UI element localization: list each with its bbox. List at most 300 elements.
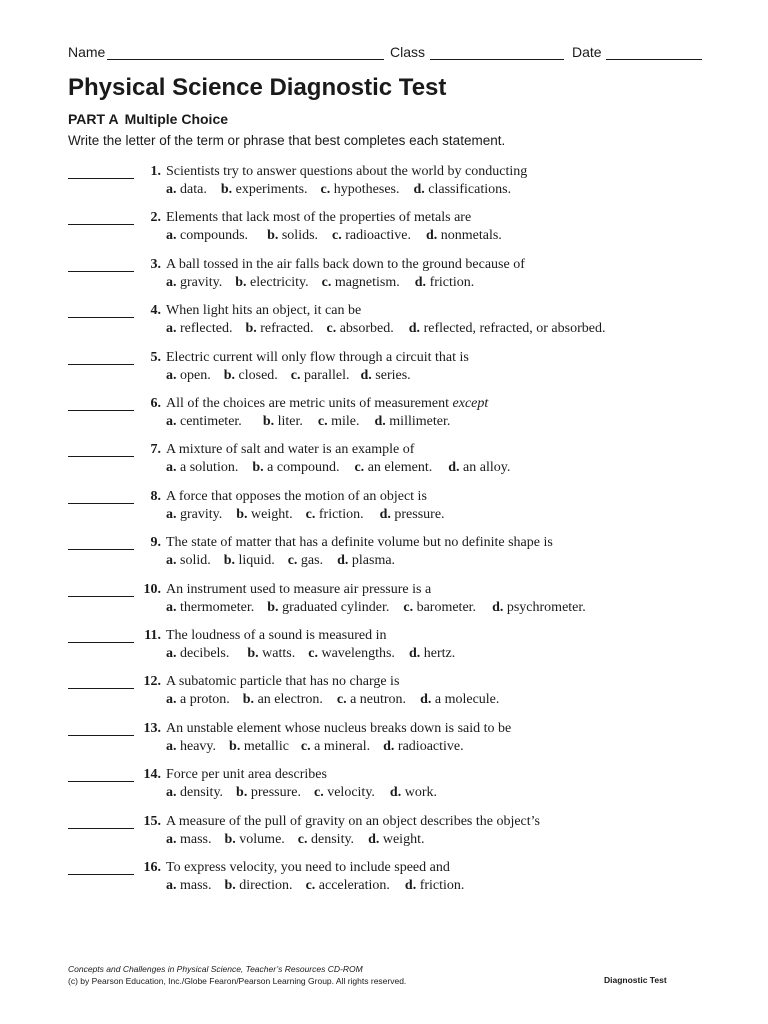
choice-text: a neutron. (350, 692, 407, 707)
choice-letter: a. (166, 460, 177, 475)
choice-text: open. (180, 368, 211, 383)
choice-letter: c. (305, 878, 316, 893)
answer-choice (166, 182, 207, 198)
choice-letter: c. (326, 321, 337, 336)
answer-choice (368, 832, 424, 848)
answer-choices (166, 228, 515, 244)
choice-text: volume. (239, 832, 285, 847)
answer-choice (380, 507, 445, 523)
choice-text: experiments. (235, 182, 308, 197)
answer-choice (229, 739, 289, 755)
question-text: A mixture of salt and water is an example of (166, 442, 415, 457)
choice-letter: a. (166, 321, 177, 336)
question-item (68, 303, 708, 339)
answer-choice (166, 600, 254, 616)
choice-text: closed. (238, 368, 278, 383)
question-item (68, 257, 708, 293)
choice-text: wavelengths. (321, 646, 395, 661)
choice-text: absorbed. (339, 321, 394, 336)
question-stem (166, 489, 427, 505)
choice-letter: a. (166, 228, 177, 243)
footer-doc-title: Diagnostic Test (604, 975, 667, 985)
choice-letter: c. (287, 553, 298, 568)
question-text: To express velocity, you need to include speed and (166, 860, 450, 875)
answer-blank[interactable] (68, 596, 134, 597)
choice-letter: c. (290, 368, 301, 383)
answer-blank[interactable] (68, 410, 134, 411)
choice-text: a solution. (180, 460, 239, 475)
question-text: Electric current will only flow through a circuit that is (166, 350, 469, 365)
answer-choice (236, 507, 292, 523)
choice-letter: b. (242, 692, 255, 707)
choice-letter: b. (247, 646, 259, 661)
question-emphasis: except (452, 396, 489, 411)
choice-letter: c. (305, 507, 316, 522)
choice-letter: c. (320, 182, 331, 197)
answer-blank[interactable] (68, 224, 134, 225)
answer-choice (225, 832, 285, 848)
choice-text: reflected, refracted, or absorbed. (423, 321, 606, 336)
answer-choice (298, 832, 354, 848)
choice-letter: d. (408, 646, 421, 661)
answer-choices (166, 368, 424, 384)
answer-choice (354, 460, 432, 476)
question-text: A ball tossed in the air falls back down to the ground because of (166, 257, 525, 272)
answer-choice (166, 832, 212, 848)
choice-letter: c. (300, 739, 311, 754)
answer-choice (318, 414, 360, 430)
question-number: 6. (150, 396, 161, 411)
section-heading (68, 111, 228, 127)
answer-choice (245, 321, 313, 337)
answer-choices (166, 739, 477, 755)
choice-letter: a. (166, 832, 177, 847)
answer-choice (166, 321, 232, 337)
answer-choice (224, 553, 275, 569)
answer-blank[interactable] (68, 781, 134, 782)
answer-choices (166, 507, 458, 523)
choice-text: a molecule. (434, 692, 500, 707)
choice-text: density. (311, 832, 355, 847)
choice-letter: d. (374, 414, 386, 429)
question-item (68, 628, 708, 664)
answer-choice (166, 368, 211, 384)
choice-text: work. (404, 785, 437, 800)
question-number: 3. (150, 257, 161, 272)
answer-blank[interactable] (68, 456, 134, 457)
choice-letter: d. (425, 228, 438, 243)
choice-letter: c. (332, 228, 342, 243)
question-item (68, 860, 708, 896)
choice-letter: b. (223, 553, 236, 568)
answer-choice (291, 368, 350, 384)
choice-letter: b. (245, 321, 257, 336)
question-item (68, 350, 708, 386)
answer-choice (247, 646, 295, 662)
question-stem (166, 674, 399, 690)
question-number: 8. (150, 489, 161, 504)
answer-choices (166, 275, 487, 291)
answer-choice (267, 600, 389, 616)
choice-letter: d. (420, 692, 432, 707)
answer-choice (492, 600, 586, 616)
choice-text: hertz. (423, 646, 456, 661)
answer-blank[interactable] (68, 364, 134, 365)
choice-letter: c. (308, 646, 318, 661)
choice-letter: a. (166, 692, 177, 707)
choice-text: pressure. (250, 785, 301, 800)
choice-letter: a. (166, 785, 177, 800)
question-number: 1. (150, 164, 161, 179)
answer-choice (409, 321, 606, 337)
answer-choice (448, 460, 510, 476)
answer-choice (288, 553, 323, 569)
choice-text: watts. (262, 646, 296, 661)
question-stem (166, 396, 488, 412)
answer-choices (166, 553, 408, 569)
answer-choice (166, 878, 212, 894)
choice-letter: b. (229, 739, 241, 754)
question-text: An instrument used to measure air pressure is a (166, 582, 432, 597)
choice-letter: d. (389, 785, 402, 800)
choice-text: density. (180, 785, 224, 800)
choice-text: weight. (382, 832, 425, 847)
answer-choice (413, 182, 511, 198)
choice-letter: d. (383, 739, 395, 754)
choice-letter: b. (252, 460, 264, 475)
answer-choice (166, 785, 223, 801)
choice-text: an element. (367, 460, 433, 475)
question-number: 14. (143, 767, 161, 782)
answer-choice (306, 878, 390, 894)
question-stem (166, 628, 386, 644)
question-stem (166, 257, 525, 273)
choice-text: liter. (277, 414, 303, 429)
answer-choice (426, 228, 502, 244)
choice-text: gravity. (180, 275, 223, 290)
answer-blank[interactable] (68, 688, 134, 689)
choice-letter: c. (321, 275, 332, 290)
question-item (68, 767, 708, 803)
answer-choice (360, 368, 410, 384)
question-number: 4. (150, 303, 161, 318)
question-number: 16. (143, 860, 161, 875)
choice-letter: d. (492, 600, 504, 615)
answer-choice (224, 368, 278, 384)
date-blank[interactable] (606, 59, 702, 60)
choice-text: data. (180, 182, 207, 197)
choice-letter: c. (314, 785, 324, 800)
choice-letter: b. (267, 228, 279, 243)
answer-choice (337, 553, 395, 569)
choice-text: solids. (281, 228, 319, 243)
answer-choice (267, 228, 318, 244)
choice-text: an electron. (257, 692, 323, 707)
choice-text: barometer. (416, 600, 477, 615)
answer-choice (221, 182, 308, 198)
choice-text: direction. (239, 878, 293, 893)
answer-choices (166, 692, 512, 708)
class-blank[interactable] (430, 59, 564, 60)
choice-text: centimeter. (180, 414, 242, 429)
question-text: Elements that lack most of the properties of metals are (166, 210, 472, 225)
answer-choice (409, 646, 455, 662)
class-label: Class (390, 44, 426, 60)
question-text: All of the choices are metric units of measurement (166, 396, 450, 411)
question-number: 7. (150, 442, 161, 457)
answer-choices (166, 321, 618, 337)
question-number: 5. (150, 350, 161, 365)
question-stem (166, 582, 431, 598)
choice-text: friction. (429, 275, 475, 290)
answer-choice (166, 507, 222, 523)
answer-choices (166, 832, 437, 848)
choice-text: gas. (300, 553, 324, 568)
answer-choice (166, 275, 222, 291)
answer-blank[interactable] (68, 317, 134, 318)
answer-choice (390, 785, 437, 801)
choice-letter: b. (220, 182, 233, 197)
choice-letter: a. (166, 275, 177, 290)
question-stem (166, 210, 471, 226)
answer-choice (301, 739, 370, 755)
question-number: 10. (143, 582, 161, 597)
question-item (68, 674, 708, 710)
answer-choices (166, 646, 468, 662)
answer-choice (375, 414, 451, 430)
answer-choices (166, 878, 477, 894)
choice-text: compounds. (180, 228, 249, 243)
question-number: 15. (143, 814, 161, 829)
answer-choice (405, 878, 465, 894)
choice-text: mile. (331, 414, 360, 429)
choice-text: hypotheses. (333, 182, 400, 197)
choice-text: mass. (180, 832, 212, 847)
choice-text: radioactive. (397, 739, 464, 754)
answer-choice (166, 228, 248, 244)
choice-letter: a. (166, 414, 177, 429)
question-item (68, 210, 708, 246)
question-text: A subatomic particle that has no charge is (166, 674, 400, 689)
choice-text: parallel. (304, 368, 350, 383)
student-info-header (68, 44, 702, 62)
answer-choice (383, 739, 463, 755)
choice-letter: b. (223, 368, 236, 383)
answer-blank[interactable] (68, 271, 134, 272)
choice-letter: a. (166, 646, 177, 661)
choice-letter: b. (224, 878, 236, 893)
choice-text: solid. (180, 553, 211, 568)
instructions: Write the letter of the term or phrase that best completes each statement. (68, 133, 506, 148)
choice-text: nonmetals. (440, 228, 502, 243)
choice-letter: b. (262, 414, 275, 429)
answer-choice (322, 275, 400, 291)
answer-choice (263, 414, 303, 430)
question-stem (166, 303, 361, 319)
choice-letter: d. (368, 832, 380, 847)
answer-choices (166, 600, 599, 616)
answer-choice (235, 275, 308, 291)
answer-blank[interactable] (68, 549, 134, 550)
question-stem (166, 721, 511, 737)
choice-text: velocity. (327, 785, 375, 800)
question-stem (166, 442, 414, 458)
choice-text: plasma. (351, 553, 396, 568)
choice-text: series. (375, 368, 411, 383)
choice-text: mass. (180, 878, 212, 893)
question-item (68, 489, 708, 525)
answer-choice (166, 460, 238, 476)
page-title: Physical Science Diagnostic Test (68, 74, 447, 101)
question-item (68, 396, 708, 432)
question-text: The loudness of a sound is measured in (166, 628, 387, 643)
date-label: Date (572, 44, 602, 60)
choice-letter: a. (166, 553, 177, 568)
choice-text: an alloy. (463, 460, 511, 475)
choice-text: acceleration. (318, 878, 390, 893)
choice-letter: a. (166, 739, 177, 754)
answer-blank[interactable] (68, 828, 134, 829)
footer-credits (68, 963, 406, 987)
choice-letter: c. (336, 692, 347, 707)
answer-choice (337, 692, 406, 708)
question-text: A measure of the pull of gravity on an object describes the object’s (166, 814, 541, 829)
choice-text: liquid. (238, 553, 275, 568)
footer-copyright: (c) by Pearson Education, Inc./Globe Fearon/Pearson Learning Group. All rights reserved. (68, 976, 407, 986)
choice-letter: c. (354, 460, 365, 475)
answer-choice (166, 414, 242, 430)
question-number: 12. (143, 674, 161, 689)
choice-letter: a. (166, 182, 177, 197)
answer-blank[interactable] (68, 178, 134, 179)
answer-choices (166, 460, 523, 476)
choice-text: pressure. (394, 507, 445, 522)
choice-text: graduated cylinder. (282, 600, 390, 615)
question-number: 9. (150, 535, 161, 550)
choice-letter: a. (166, 507, 177, 522)
answer-blank[interactable] (68, 642, 134, 643)
answer-choice (308, 646, 395, 662)
answer-choices (166, 182, 524, 198)
answer-choice (327, 321, 394, 337)
answer-choice (236, 785, 301, 801)
question-text: A force that opposes the motion of an object is (166, 489, 427, 504)
choice-letter: c. (403, 600, 414, 615)
choice-text: a compound. (267, 460, 340, 475)
choice-text: psychrometer. (506, 600, 586, 615)
question-text: When light hits an object, it can be (166, 303, 362, 318)
answer-choices (166, 785, 450, 801)
question-number: 13. (143, 721, 161, 736)
answer-choice (321, 182, 400, 198)
choice-text: gravity. (180, 507, 223, 522)
choice-letter: d. (414, 275, 427, 290)
choice-letter: d. (448, 460, 460, 475)
answer-choice (166, 739, 216, 755)
choice-letter: d. (413, 182, 425, 197)
answer-choice (166, 692, 230, 708)
choice-text: radioactive. (345, 228, 411, 243)
question-stem (166, 350, 469, 366)
choice-letter: b. (235, 275, 247, 290)
choice-text: refracted. (260, 321, 314, 336)
answer-choice (243, 692, 323, 708)
choice-letter: c. (297, 832, 308, 847)
name-label: Name (68, 44, 106, 60)
choice-letter: a. (166, 600, 177, 615)
answer-choice (415, 275, 475, 291)
choice-text: magnetism. (334, 275, 400, 290)
answer-choice (166, 553, 211, 569)
answer-choices (166, 414, 463, 430)
answer-choice (314, 785, 375, 801)
choice-letter: d. (404, 878, 417, 893)
question-stem (166, 164, 527, 180)
choice-text: friction. (318, 507, 364, 522)
choice-text: friction. (419, 878, 465, 893)
choice-text: a proton. (180, 692, 230, 707)
choice-letter: b. (236, 507, 248, 522)
choice-letter: b. (236, 785, 248, 800)
question-stem (166, 814, 540, 830)
question-item (68, 721, 708, 757)
choice-letter: c. (317, 414, 328, 429)
choice-text: decibels. (180, 646, 230, 661)
answer-blank[interactable] (68, 735, 134, 736)
choice-text: thermometer. (180, 600, 255, 615)
choice-text: electricity. (250, 275, 309, 290)
choice-text: reflected. (180, 321, 233, 336)
answer-choice (166, 646, 229, 662)
question-item (68, 164, 708, 200)
question-item (68, 582, 708, 618)
question-stem (166, 860, 450, 876)
question-number: 11. (144, 628, 161, 643)
answer-choice (225, 878, 293, 894)
section-label: PART A (68, 111, 119, 127)
question-text: The state of matter that has a definite volume but no definite shape is (166, 535, 553, 550)
choice-text: weight. (251, 507, 293, 522)
choice-text: heavy. (180, 739, 217, 754)
name-blank[interactable] (107, 59, 384, 60)
choice-letter: d. (379, 507, 391, 522)
footer-source: Concepts and Challenges in Physical Science, Teacher’s Resources CD-ROM (68, 964, 363, 974)
section-name: Multiple Choice (124, 111, 229, 127)
question-item (68, 535, 708, 571)
choice-letter: d. (337, 553, 349, 568)
question-text: Scientists try to answer questions about the world by conducting (166, 164, 528, 179)
question-stem (166, 767, 327, 783)
answer-choice (306, 507, 364, 523)
choice-letter: d. (360, 368, 372, 383)
answer-choice (252, 460, 339, 476)
choice-text: metallic (243, 739, 289, 754)
choice-letter: d. (408, 321, 421, 336)
question-item (68, 814, 708, 850)
answer-blank[interactable] (68, 874, 134, 875)
choice-letter: a. (166, 878, 177, 893)
answer-choice (332, 228, 411, 244)
choice-letter: b. (224, 832, 236, 847)
answer-blank[interactable] (68, 503, 134, 504)
question-stem (166, 535, 553, 551)
answer-choice (420, 692, 499, 708)
question-text: An unstable element whose nucleus breaks down is said to be (166, 721, 512, 736)
choice-text: millimeter. (389, 414, 451, 429)
choice-text: a mineral. (314, 739, 371, 754)
question-number: 2. (150, 210, 161, 225)
choice-letter: b. (267, 600, 279, 615)
